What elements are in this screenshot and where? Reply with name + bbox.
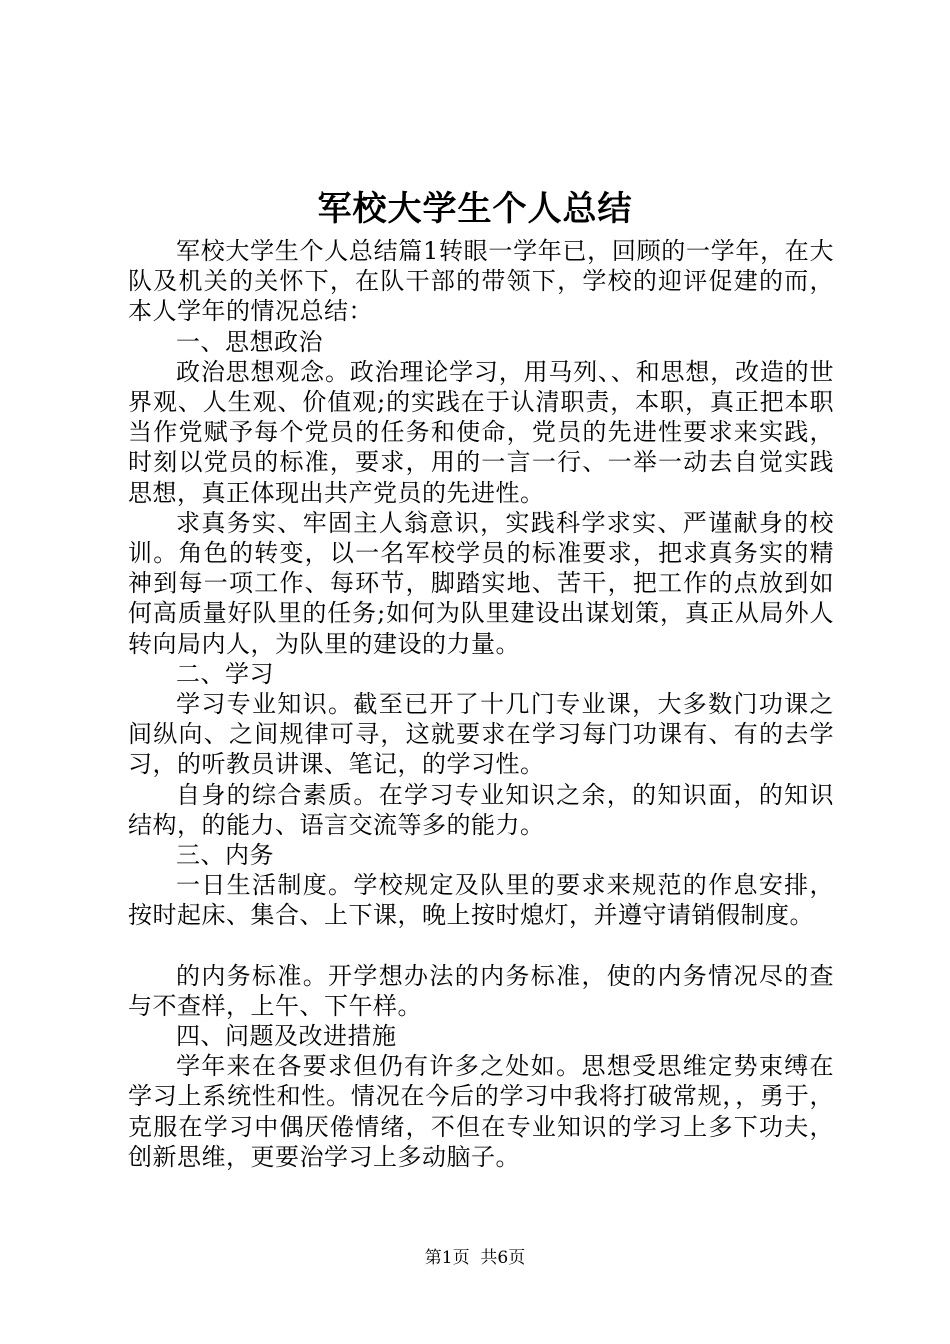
paragraph-politics-2: 求真务实、牢固主人翁意识，实践科学求实、严谨献身的校训。角色的转变，以一名军校学员的标准要求，把求真务实的精神到每一项工作、每环节，脚踏实地、苦干，把工作的点放到如何高质量好队里的任务;如何为队里建设出谋划策，真正从局外人转向局内人，为队里的建设的力量。: [128, 508, 834, 658]
paragraph-study-1: 学习专业知识。截至已开了十几门专业课，大多数门功课之间纵向、之间规律可寻，这就要求在学习每门功课有、有的去学习，的听教员讲课、笔记，的学习性。: [128, 690, 834, 779]
paragraph-intro: 军校大学生个人总结篇1转眼一学年已，回顾的一学年，在大队及机关的关怀下，在队干部的带领下，学校的迎评促建的而，本人学年的情况总结：: [128, 237, 834, 326]
document-body: [128, 236, 834, 1172]
paragraph-problems-1: 学年来在各要求但仍有许多之处如。思想受思维定势束缚在学习上系统性和性。情况在今后的学习中我将打破常规，，勇于，克服在学习中偶厌倦情绪，不但在专业知识的学习上多下功夫，创新思维，更要治学习上多动脑子。: [128, 1052, 834, 1171]
paragraph-internal-affairs-2: 的内务标准。开学想办法的内务标准，使的内务情况尽的查与不查样，上午、下午样。: [128, 961, 834, 1020]
page-number-total: 共6页: [480, 1248, 526, 1268]
section-heading-politics: 一、思想政治: [176, 327, 323, 356]
paragraph-internal-affairs-1: 一日生活制度。学校规定及队里的要求来规范的作息安排，按时起床、集合、上下课，晚上按时熄灯，并遵守请销假制度。: [128, 871, 834, 930]
page-footer: [0, 1247, 950, 1269]
section-heading-problems: 四、问题及改进措施: [176, 1022, 397, 1051]
paragraph-politics-1: 政治思想观念。政治理论学习，用马列、、和思想，改造的世界观、人生观、价值观;的实践在于认清职责，本职，真正把本职当作党赋予每个党员的任务和使命，党员的先进性要求来实践，时刻以党员的标准，要求，用的一言一行、一举一动去自觉实践思想，真正体现出共产党员的先进性。: [128, 357, 834, 507]
paragraph-study-2: 自身的综合素质。在学习专业知识之余，的知识面，的知识结构，的能力、语言交流等多的能力。: [128, 780, 834, 839]
section-heading-internal-affairs: 三、内务: [176, 841, 274, 870]
section-heading-study: 二、学习: [176, 659, 274, 688]
page-number-current: 第1页: [424, 1248, 470, 1268]
document-title: 军校大学生个人总结: [317, 189, 633, 229]
